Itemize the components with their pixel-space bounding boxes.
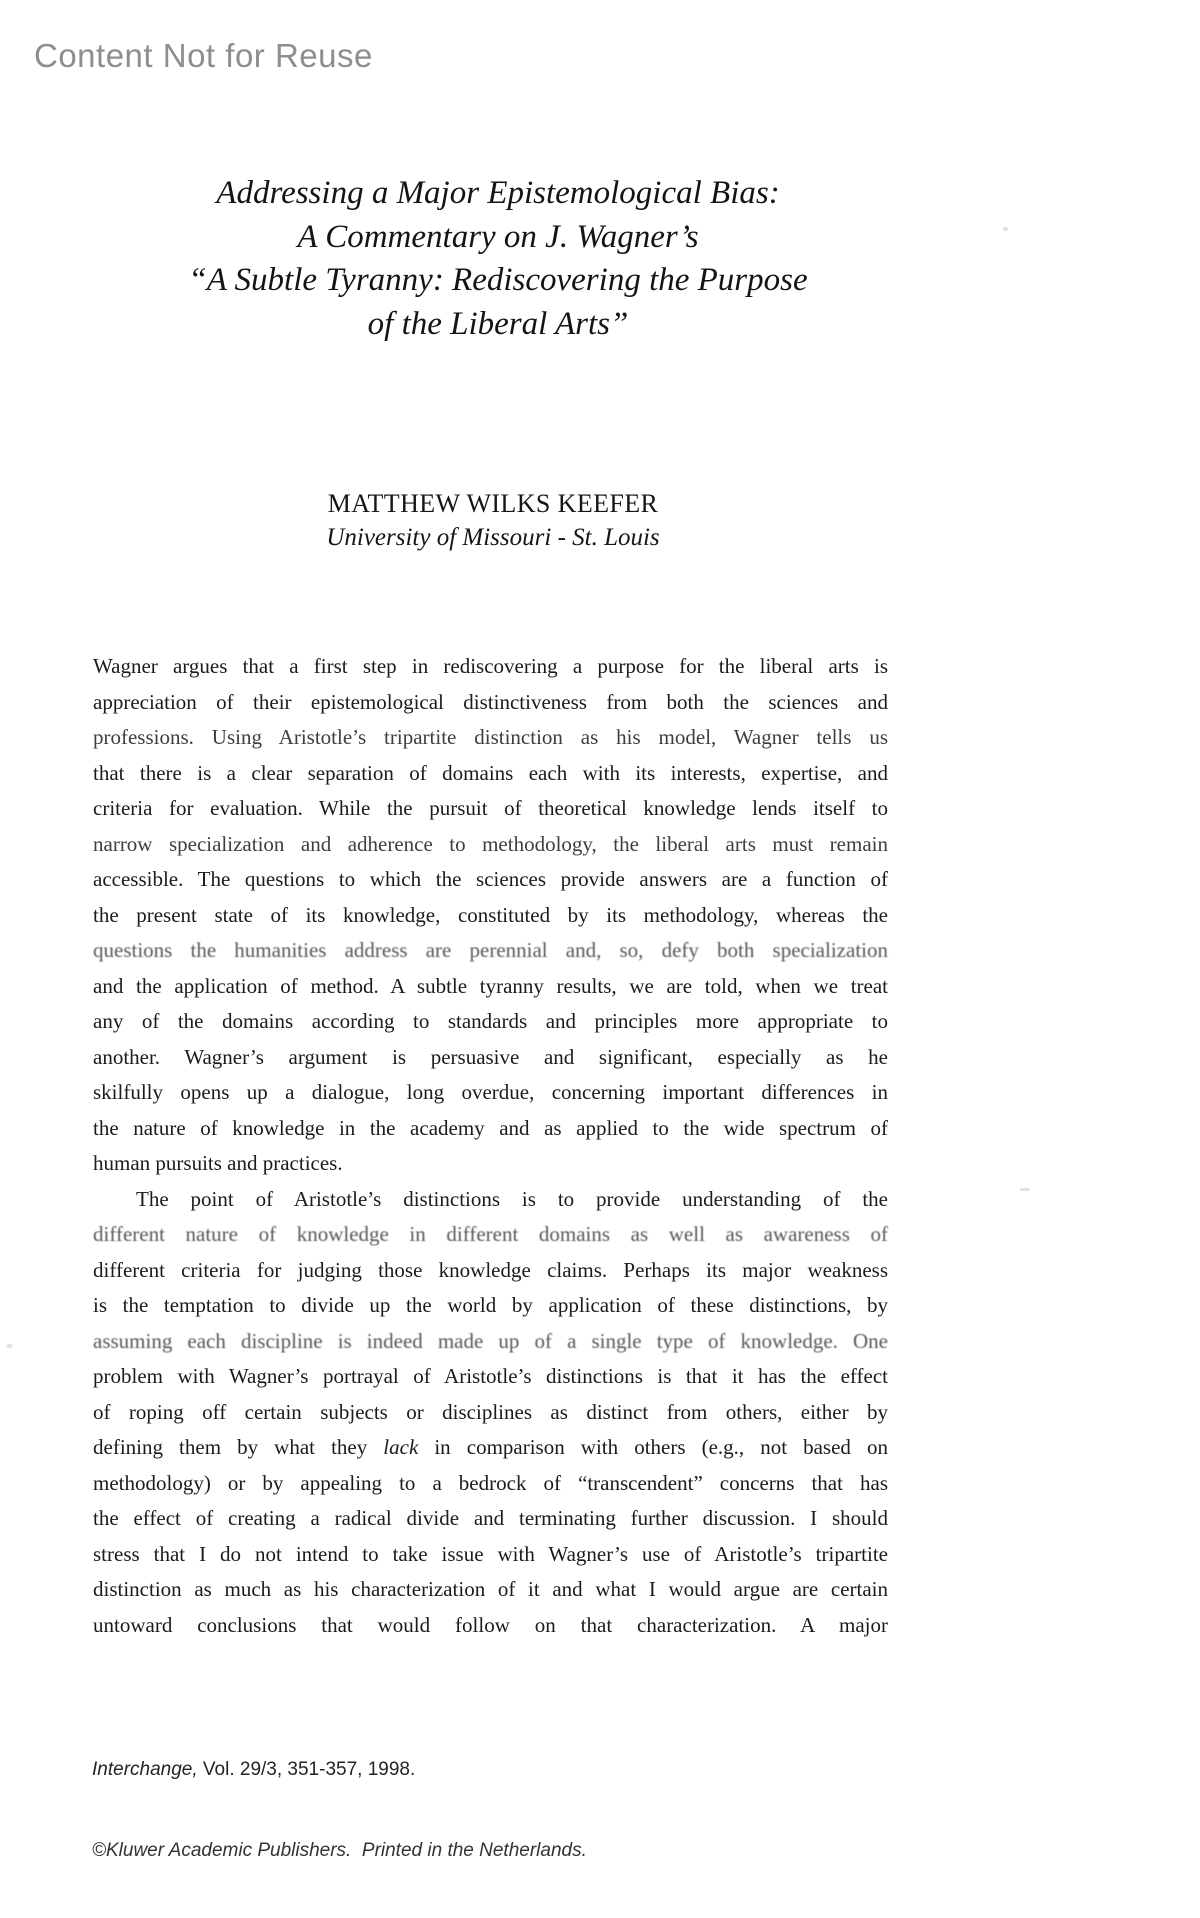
text-line: any of the domains according to standards and principles more appropriate to xyxy=(93,1009,888,1033)
author-affiliation: University of Missouri - St. Louis xyxy=(326,524,660,551)
text-line: stress that I do not intend to take issue with Wagner’s use of Aristotle’s tripartite xyxy=(93,1541,888,1566)
text-line: the present state of its knowledge, constituted by its methodology, whereas the xyxy=(93,902,888,927)
text-line: criteria for evaluation. While the pursuit of theoretical knowledge lends itself to xyxy=(93,796,888,820)
text-line: assuming each discipline is indeed made up of a single type of knowledge. One xyxy=(93,1328,888,1353)
watermark-text: Content Not for Reuse xyxy=(34,37,373,74)
text-line: questions the humanities address are perennial and, so, defy both specialization xyxy=(93,938,888,962)
scan-artifact xyxy=(6,1344,13,1348)
text-line: Wagner argues that a first step in rediscovering a purpose for the liberal arts is xyxy=(93,654,888,678)
paragraph xyxy=(93,1182,888,1644)
text-line: the nature of knowledge in the academy and as applied to the wide spectrum of xyxy=(93,1115,888,1140)
footer-copyright: ©Kluwer Academic Publishers. Printed in the Netherlands. xyxy=(92,1840,587,1861)
title-line: of the Liberal Arts” xyxy=(367,305,629,342)
text-line: The point of Aristotle’s distinctions is to provide understanding of the xyxy=(136,1186,888,1211)
text-line: distinction as much as his characterization of it and what I would argue are certain xyxy=(93,1577,888,1601)
text-line: that there is a clear separation of domains each with its interests, expertise, and xyxy=(93,760,888,785)
text-line: appreciation of their epistemological distinctiveness from both the sciences and xyxy=(93,689,888,714)
text-line: methodology) or by appealing to a bedrock of “transcendent” concerns that has xyxy=(93,1470,888,1495)
text-line: different criteria for judging those knowledge claims. Perhaps its major weakness xyxy=(93,1257,888,1282)
author-name: MATTHEW WILKS KEEFER xyxy=(327,489,659,518)
text-line: defining them by what they lack in comparison with others (e.g., not based on xyxy=(93,1435,888,1459)
title-line: “A Subtle Tyranny: Rediscovering the Purpose xyxy=(188,262,808,298)
footer-citation xyxy=(92,1756,587,1783)
text-line: different nature of knowledge in different domains as well as awareness of xyxy=(93,1222,888,1246)
text-line: problem with Wagner’s portrayal of Aristotle’s distinctions is that it has the effect xyxy=(93,1364,888,1388)
scan-artifact xyxy=(1003,227,1008,231)
text-line: narrow specialization and adherence to methodology, the liberal arts must remain xyxy=(93,831,888,856)
text-line: is the temptation to divide up the world by application of these distinctions, by xyxy=(93,1293,888,1317)
paragraph xyxy=(93,649,888,1182)
text-line: the effect of creating a radical divide and terminating further discussion. I should xyxy=(93,1506,888,1530)
journal-name: Interchange, xyxy=(92,1759,198,1780)
byline xyxy=(93,489,893,552)
journal-footer xyxy=(92,1702,587,1918)
text-line: professions. Using Aristotle’s tripartite distinction as his model, Wagner tells us xyxy=(93,725,888,749)
title-line: A Commentary on J. Wagner’s xyxy=(297,218,699,255)
text-line: human pursuits and practices. xyxy=(93,1151,343,1175)
text-line: untoward conclusions that would follow on that characterization. A major xyxy=(93,1612,888,1637)
article-title xyxy=(98,172,898,346)
text-line: of roping off certain subjects or disciplines as distinct from others, either by xyxy=(93,1399,888,1424)
text-line: another. Wagner’s argument is persuasive and significant, especially as he xyxy=(93,1044,888,1069)
body-text xyxy=(93,649,888,1643)
scan-artifact xyxy=(1020,1188,1030,1191)
volume-info: Vol. 29/3, 351-357, 1998. xyxy=(197,1759,416,1780)
text-line: and the application of method. A subtle tyranny results, we are told, when we treat xyxy=(93,973,888,998)
title-line: Addressing a Major Epistemological Bias: xyxy=(216,175,780,211)
text-line: skilfully opens up a dialogue, long overdue, concerning important differences in xyxy=(93,1080,888,1104)
text-line: accessible. The questions to which the sciences provide answers are a function of xyxy=(93,867,888,891)
